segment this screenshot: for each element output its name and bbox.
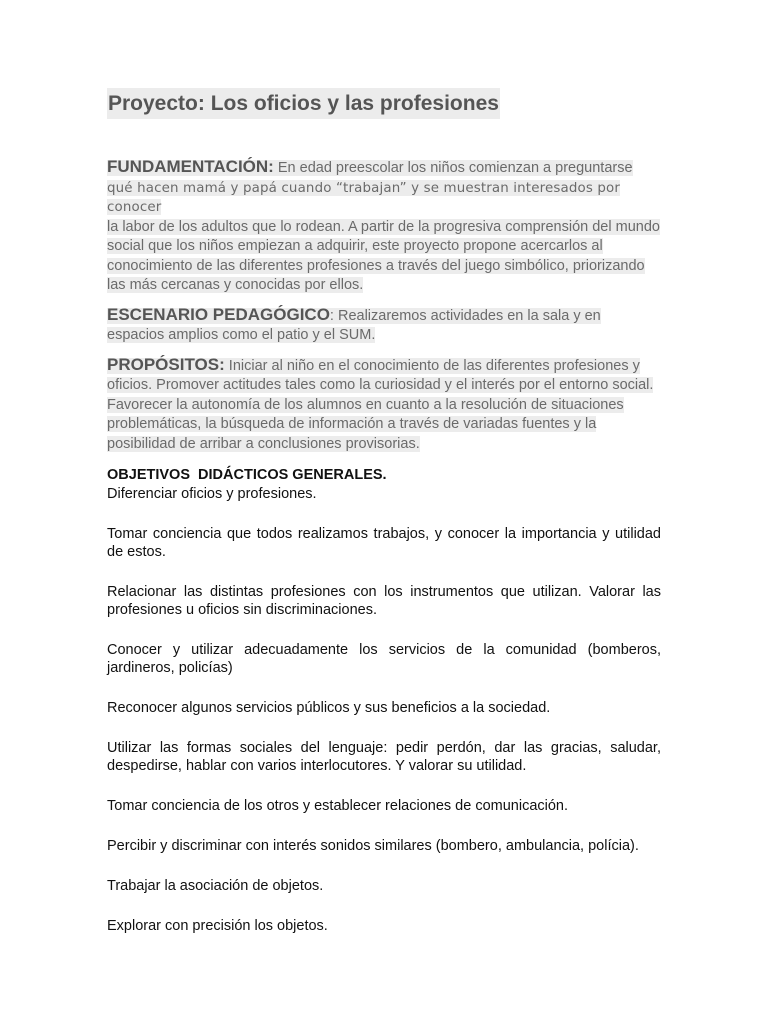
fundamentacion-text-1: En edad preescolar los niños comienzan a preguntarse (273, 160, 633, 176)
objetivo-item: Relacionar las distintas profesiones con los instrumentos que utilizan. Valorar las profesiones u oficios sin discriminaciones. (107, 584, 661, 618)
objetivo-item: Reconocer algunos servicios públicos y sus beneficios a la sociedad. (107, 700, 551, 716)
objetivos-list (107, 485, 661, 935)
fundamentacion-text-3: la labor de los adultos que lo rodean. A partir de la progresiva comprensión del mundo social que los niños empiezan a adquirir, este proyecto propone acercarlos al conocimiento de las diferentes profesiones a través del juego simbólico, priorizando las más cercanas y conocidas por ellos. (107, 218, 660, 293)
objetivo-item: Conocer y utilizar adecuadamente los servicios de la comunidad (bomberos, jardineros, policías) (107, 642, 661, 676)
document-page (107, 88, 661, 957)
escenario-paragraph (107, 305, 661, 346)
fundamentacion-label: FUNDAMENTACIÓN: (107, 157, 274, 176)
propositos-paragraph (107, 355, 661, 455)
objetivo-item: Tomar conciencia de los otros y establecer relaciones de comunicación. (107, 798, 569, 814)
objetivo-item: Utilizar las formas sociales del lenguaje: pedir perdón, dar las gracias, saludar, despedirse, hablar con varios interlocutores. Y valorar su utilidad. (107, 740, 661, 774)
objetivo-item: Trabajar la asociación de objetos. (107, 878, 324, 894)
propositos-text: Iniciar al niño en el conocimiento de las diferentes profesiones y oficios. Promover actitudes tales como la curiosidad y el interés por el entorno social. Favorecer la autonomía de los alumnos en cuanto a la resolución de situaciones problemáticas, la búsqueda de información a través de variadas fuentes y la posibilidad de arribar a conclusiones provisorias. (107, 357, 654, 452)
objetivo-item: Percibir y discriminar con interés sonidos similares (bombero, ambulancia, polícia). (107, 838, 639, 854)
escenario-label: ESCENARIO PEDAGÓGICO (107, 304, 330, 324)
objetivos-heading: OBJETIVOS DIDÁCTICOS GENERALES. (107, 467, 387, 483)
propositos-label: PROPÓSITOS: (107, 354, 225, 374)
escenario-text: : Realizaremos actividades en la sala y en espacios amplios como el patio y el SUM. (107, 307, 601, 343)
objetivo-item: Diferenciar oficios y profesiones. (107, 486, 317, 502)
document-title: Proyecto: Los oficios y las profesiones (107, 88, 500, 119)
objetivo-item: Explorar con precisión los objetos. (107, 918, 328, 934)
fundamentacion-text-2: qué hacen mamá y papá cuando “trabajan” y se muestran interesados por conocer (107, 180, 620, 215)
fundamentacion-paragraph (107, 157, 661, 296)
objetivo-item: Tomar conciencia que todos realizamos trabajos, y conocer la importancia y utilidad de estos. (107, 526, 661, 560)
